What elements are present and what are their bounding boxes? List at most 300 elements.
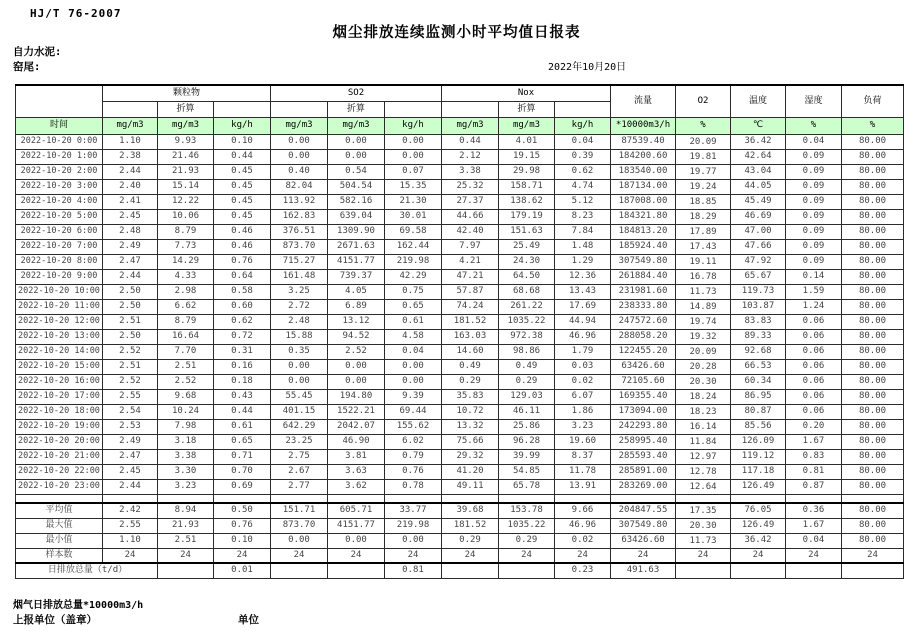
summary-value-cell: 39.68	[442, 503, 499, 518]
data-cell: 80.87	[731, 404, 786, 419]
data-cell: 92.68	[731, 344, 786, 359]
hour-row	[16, 344, 904, 359]
data-cell: 8.37	[555, 449, 611, 464]
data-cell: 17.89	[676, 224, 731, 239]
summary-value-cell: 2.55	[103, 518, 158, 533]
blank-cell	[731, 494, 786, 503]
summary-value-cell: 0.00	[385, 533, 442, 548]
blank-cell	[271, 101, 328, 117]
data-cell: 80.00	[842, 269, 904, 284]
time-cell: 2022-10-20 4:00	[16, 194, 103, 209]
data-cell: 0.49	[499, 359, 555, 374]
data-cell: 0.79	[385, 449, 442, 464]
data-cell: 80.00	[842, 209, 904, 224]
data-cell: 401.15	[271, 404, 328, 419]
data-cell: 86.95	[731, 389, 786, 404]
data-cell: 184813.20	[611, 224, 676, 239]
data-cell: 96.28	[499, 434, 555, 449]
data-cell: 46.11	[499, 404, 555, 419]
temp-unit: ℃	[731, 117, 786, 134]
daily-flue-total-note: 烟气日排放总量*10000m3/h	[13, 600, 144, 611]
summary-value-cell: 80.00	[842, 533, 904, 548]
data-cell: 7.84	[555, 224, 611, 239]
blank-cell	[499, 494, 555, 503]
blank-cell	[442, 101, 499, 117]
data-cell: 72105.60	[611, 374, 676, 389]
data-cell: 183540.00	[611, 164, 676, 179]
data-cell: 0.10	[214, 134, 271, 149]
data-cell: 80.00	[842, 434, 904, 449]
data-cell: 19.32	[676, 329, 731, 344]
data-cell: 0.09	[786, 239, 842, 254]
standard-number: HJ/T 76-2007	[30, 7, 122, 20]
data-cell: 283269.00	[611, 479, 676, 494]
data-cell: 2.47	[103, 254, 158, 269]
summary-value-cell: 605.71	[328, 503, 385, 518]
data-cell: 0.00	[271, 359, 328, 374]
blank-cell	[385, 101, 442, 117]
hour-row	[16, 194, 904, 209]
time-cell: 2022-10-20 7:00	[16, 239, 103, 254]
summary-value-cell: 1035.22	[499, 518, 555, 533]
data-cell: 10.06	[158, 209, 214, 224]
summary-value-cell: 0.04	[786, 533, 842, 548]
blank-cell	[103, 101, 158, 117]
data-cell: 0.61	[214, 419, 271, 434]
summary-value-cell: 219.98	[385, 518, 442, 533]
data-cell: 4.01	[499, 134, 555, 149]
daily-total-cell	[731, 563, 786, 578]
data-cell: 19.81	[676, 149, 731, 164]
time-cell: 2022-10-20 17:00	[16, 389, 103, 404]
data-cell: 36.42	[731, 134, 786, 149]
data-cell: 80.00	[842, 284, 904, 299]
data-cell: 0.06	[786, 314, 842, 329]
data-cell: 1.86	[555, 404, 611, 419]
data-cell: 3.38	[442, 164, 499, 179]
so2-group-header: SO2	[271, 85, 442, 101]
data-cell: 6.02	[385, 434, 442, 449]
blank-cell	[442, 494, 499, 503]
data-cell: 0.71	[214, 449, 271, 464]
data-cell: 7.98	[158, 419, 214, 434]
data-cell: 2.77	[271, 479, 328, 494]
data-cell: 80.00	[842, 374, 904, 389]
data-cell: 54.85	[499, 464, 555, 479]
daily-total-cell	[271, 563, 328, 578]
data-cell: 5.12	[555, 194, 611, 209]
summary-value-cell: 0.36	[786, 503, 842, 518]
data-cell: 18.23	[676, 404, 731, 419]
data-cell: 2.45	[103, 464, 158, 479]
data-cell: 9.93	[158, 134, 214, 149]
summary-value-cell: 204847.55	[611, 503, 676, 518]
data-cell: 1.10	[103, 134, 158, 149]
summary-label-cell: 平均值	[16, 503, 103, 518]
data-cell: 0.09	[786, 224, 842, 239]
reporting-unit-label: 上报单位（盖章）	[13, 614, 97, 626]
hour-row	[16, 434, 904, 449]
summary-value-cell: 0.29	[499, 533, 555, 548]
data-cell: 2.49	[103, 434, 158, 449]
summary-value-cell: 1.67	[786, 518, 842, 533]
data-cell: 2.67	[271, 464, 328, 479]
data-cell: 47.92	[731, 254, 786, 269]
data-cell: 7.70	[158, 344, 214, 359]
time-cell: 2022-10-20 6:00	[16, 224, 103, 239]
data-cell: 179.19	[499, 209, 555, 224]
data-cell: 0.00	[385, 134, 442, 149]
time-cell: 2022-10-20 14:00	[16, 344, 103, 359]
pm-kgh-unit: kg/h	[214, 117, 271, 134]
data-cell: 1309.90	[328, 224, 385, 239]
data-cell: 68.68	[499, 284, 555, 299]
data-cell: 126.09	[731, 434, 786, 449]
data-cell: 2.98	[158, 284, 214, 299]
data-cell: 57.87	[442, 284, 499, 299]
header-group-row	[16, 85, 904, 101]
blank-cell	[611, 494, 676, 503]
data-cell: 42.64	[731, 149, 786, 164]
time-cell: 2022-10-20 21:00	[16, 449, 103, 464]
converted-header: 折算	[328, 101, 385, 117]
data-cell: 20.09	[676, 344, 731, 359]
header-units-row	[16, 117, 904, 134]
data-cell: 65.78	[499, 479, 555, 494]
data-cell: 74.24	[442, 299, 499, 314]
summary-value-cell: 181.52	[442, 518, 499, 533]
data-cell: 98.86	[499, 344, 555, 359]
o2-unit: %	[676, 117, 731, 134]
data-cell: 7.73	[158, 239, 214, 254]
data-cell: 161.48	[271, 269, 328, 284]
data-cell: 0.62	[214, 314, 271, 329]
hour-row	[16, 479, 904, 494]
data-cell: 0.81	[786, 464, 842, 479]
data-cell: 21.46	[158, 149, 214, 164]
data-cell: 75.66	[442, 434, 499, 449]
data-cell: 11.78	[555, 464, 611, 479]
data-cell: 3.23	[555, 419, 611, 434]
data-cell: 16.64	[158, 329, 214, 344]
data-cell: 0.00	[328, 149, 385, 164]
data-cell: 2.52	[328, 344, 385, 359]
data-cell: 80.00	[842, 179, 904, 194]
data-cell: 0.00	[385, 359, 442, 374]
data-cell: 16.78	[676, 269, 731, 284]
data-cell: 2.51	[103, 314, 158, 329]
data-cell: 15.88	[271, 329, 328, 344]
data-cell: 9.39	[385, 389, 442, 404]
summary-value-cell: 80.00	[842, 518, 904, 533]
blank-cell	[842, 494, 904, 503]
data-cell: 66.53	[731, 359, 786, 374]
data-cell: 3.18	[158, 434, 214, 449]
data-cell: 44.94	[555, 314, 611, 329]
data-cell: 285891.00	[611, 464, 676, 479]
data-cell: 55.45	[271, 389, 328, 404]
summary-value-cell: 0.50	[214, 503, 271, 518]
data-cell: 247572.60	[611, 314, 676, 329]
data-cell: 80.00	[842, 464, 904, 479]
summary-value-cell: 24	[271, 548, 328, 563]
data-cell: 1.59	[786, 284, 842, 299]
blank-cell	[158, 494, 214, 503]
hour-row	[16, 419, 904, 434]
data-cell: 69.58	[385, 224, 442, 239]
summary-value-cell: 0.76	[214, 518, 271, 533]
data-cell: 18.24	[676, 389, 731, 404]
data-cell: 2.12	[442, 149, 499, 164]
data-cell: 46.90	[328, 434, 385, 449]
summary-value-cell: 24	[103, 548, 158, 563]
unit-label: 单位	[238, 614, 259, 626]
data-cell: 11.84	[676, 434, 731, 449]
daily-total-cell	[442, 563, 499, 578]
summary-value-cell: 21.93	[158, 518, 214, 533]
data-cell: 23.25	[271, 434, 328, 449]
data-cell: 0.44	[214, 149, 271, 164]
data-cell: 20.28	[676, 359, 731, 374]
data-cell: 1522.21	[328, 404, 385, 419]
summary-row	[16, 503, 904, 518]
summary-value-cell: 4151.77	[328, 518, 385, 533]
data-cell: 0.00	[271, 149, 328, 164]
data-cell: 9.68	[158, 389, 214, 404]
data-cell: 0.04	[786, 134, 842, 149]
data-cell: 8.23	[555, 209, 611, 224]
data-cell: 3.25	[271, 284, 328, 299]
load-header: 负荷	[842, 85, 904, 117]
data-cell: 6.62	[158, 299, 214, 314]
data-cell: 3.30	[158, 464, 214, 479]
data-cell: 0.06	[786, 374, 842, 389]
data-cell: 0.39	[555, 149, 611, 164]
data-cell: 21.93	[158, 164, 214, 179]
data-cell: 0.16	[214, 359, 271, 374]
summary-value-cell: 24	[499, 548, 555, 563]
daily-total-cell: 0.81	[385, 563, 442, 578]
data-cell: 184200.60	[611, 149, 676, 164]
temp-header: 温度	[731, 85, 786, 117]
data-cell: 44.05	[731, 179, 786, 194]
data-cell: 0.20	[786, 419, 842, 434]
data-cell: 151.63	[499, 224, 555, 239]
data-cell: 2.47	[103, 449, 158, 464]
data-cell: 258995.40	[611, 434, 676, 449]
page-title: 烟尘排放连续监测小时平均值日报表	[332, 25, 581, 41]
daily-total-cell: 0.01	[214, 563, 271, 578]
daily-total-cell	[676, 563, 731, 578]
summary-value-cell: 46.96	[555, 518, 611, 533]
data-cell: 19.24	[676, 179, 731, 194]
data-cell: 162.83	[271, 209, 328, 224]
data-cell: 0.40	[271, 164, 328, 179]
daily-total-row	[16, 563, 904, 578]
data-cell: 44.66	[442, 209, 499, 224]
data-cell: 19.15	[499, 149, 555, 164]
data-cell: 64.50	[499, 269, 555, 284]
data-cell: 39.99	[499, 449, 555, 464]
data-cell: 80.00	[842, 329, 904, 344]
data-cell: 0.04	[555, 134, 611, 149]
data-cell: 80.00	[842, 224, 904, 239]
data-cell: 376.51	[271, 224, 328, 239]
data-cell: 12.64	[676, 479, 731, 494]
time-cell: 2022-10-20 5:00	[16, 209, 103, 224]
nox-converted-unit: mg/m3	[499, 117, 555, 134]
blank-cell	[555, 101, 611, 117]
summary-value-cell: 24	[555, 548, 611, 563]
data-cell: 0.09	[786, 194, 842, 209]
summary-label-cell: 最小值	[16, 533, 103, 548]
daily-total-cell	[328, 563, 385, 578]
data-cell: 0.31	[214, 344, 271, 359]
data-cell: 122455.20	[611, 344, 676, 359]
summary-label-cell: 最大值	[16, 518, 103, 533]
time-cell: 2022-10-20 8:00	[16, 254, 103, 269]
data-cell: 0.04	[385, 344, 442, 359]
data-cell: 2.38	[103, 149, 158, 164]
data-cell: 2.45	[103, 209, 158, 224]
data-cell: 2.40	[103, 179, 158, 194]
data-cell: 17.43	[676, 239, 731, 254]
hour-row	[16, 224, 904, 239]
data-cell: 14.89	[676, 299, 731, 314]
data-cell: 0.00	[271, 134, 328, 149]
data-cell: 242293.80	[611, 419, 676, 434]
data-cell: 2042.07	[328, 419, 385, 434]
data-cell: 0.18	[214, 374, 271, 389]
data-cell: 117.18	[731, 464, 786, 479]
data-cell: 0.00	[328, 134, 385, 149]
data-cell: 42.40	[442, 224, 499, 239]
data-cell: 129.03	[499, 389, 555, 404]
data-cell: 1.67	[786, 434, 842, 449]
data-cell: 30.01	[385, 209, 442, 224]
data-cell: 80.00	[842, 299, 904, 314]
data-cell: 238333.80	[611, 299, 676, 314]
time-cell: 2022-10-20 0:00	[16, 134, 103, 149]
data-cell: 2.49	[103, 239, 158, 254]
data-cell: 0.49	[442, 359, 499, 374]
data-cell: 126.49	[731, 479, 786, 494]
data-cell: 80.00	[842, 404, 904, 419]
data-table	[15, 84, 904, 579]
data-cell: 2.52	[103, 374, 158, 389]
time-cell: 2022-10-20 18:00	[16, 404, 103, 419]
blank-cell	[676, 494, 731, 503]
data-cell: 8.79	[158, 224, 214, 239]
data-cell: 87539.40	[611, 134, 676, 149]
data-cell: 0.09	[786, 164, 842, 179]
summary-value-cell: 1.10	[103, 533, 158, 548]
data-cell: 13.32	[442, 419, 499, 434]
summary-value-cell: 24	[786, 548, 842, 563]
summary-value-cell: 11.73	[676, 533, 731, 548]
hour-row	[16, 404, 904, 419]
data-cell: 0.03	[555, 359, 611, 374]
data-cell: 80.00	[842, 419, 904, 434]
data-cell: 1.48	[555, 239, 611, 254]
data-cell: 0.78	[385, 479, 442, 494]
data-cell: 162.44	[385, 239, 442, 254]
data-cell: 0.46	[214, 239, 271, 254]
time-cell: 2022-10-20 9:00	[16, 269, 103, 284]
data-cell: 4151.77	[328, 254, 385, 269]
data-cell: 19.11	[676, 254, 731, 269]
summary-value-cell: 0.10	[214, 533, 271, 548]
data-cell: 715.27	[271, 254, 328, 269]
data-cell: 0.65	[385, 299, 442, 314]
data-cell: 739.37	[328, 269, 385, 284]
data-cell: 17.69	[555, 299, 611, 314]
data-cell: 80.00	[842, 449, 904, 464]
summary-value-cell: 873.70	[271, 518, 328, 533]
data-cell: 19.77	[676, 164, 731, 179]
data-cell: 0.44	[214, 404, 271, 419]
converted-header: 折算	[158, 101, 214, 117]
data-cell: 0.00	[328, 374, 385, 389]
data-cell: 2.50	[103, 284, 158, 299]
hour-row	[16, 269, 904, 284]
hour-row	[16, 149, 904, 164]
data-cell: 873.70	[271, 239, 328, 254]
summary-label-cell: 样本数	[16, 548, 103, 563]
data-cell: 80.00	[842, 479, 904, 494]
data-cell: 119.73	[731, 284, 786, 299]
daily-total-cell: 491.63	[611, 563, 676, 578]
data-cell: 29.98	[499, 164, 555, 179]
blank-cell	[214, 494, 271, 503]
data-cell: 47.21	[442, 269, 499, 284]
data-cell: 4.05	[328, 284, 385, 299]
data-cell: 94.52	[328, 329, 385, 344]
data-cell: 0.06	[786, 344, 842, 359]
data-cell: 2.51	[158, 359, 214, 374]
data-cell: 1.24	[786, 299, 842, 314]
data-cell: 4.58	[385, 329, 442, 344]
data-cell: 47.66	[731, 239, 786, 254]
data-cell: 82.04	[271, 179, 328, 194]
data-cell: 13.43	[555, 284, 611, 299]
time-cell: 2022-10-20 11:00	[16, 299, 103, 314]
data-cell: 42.29	[385, 269, 442, 284]
data-cell: 181.52	[442, 314, 499, 329]
data-cell: 24.30	[499, 254, 555, 269]
data-cell: 13.91	[555, 479, 611, 494]
spacer-row	[16, 494, 904, 503]
data-cell: 19.74	[676, 314, 731, 329]
summary-row	[16, 548, 904, 563]
data-cell: 288058.20	[611, 329, 676, 344]
time-cell: 2022-10-20 15:00	[16, 359, 103, 374]
data-cell: 1035.22	[499, 314, 555, 329]
humidity-unit: %	[786, 117, 842, 134]
data-cell: 642.29	[271, 419, 328, 434]
pm-group-header: 颗粒物	[103, 85, 271, 101]
data-cell: 0.58	[214, 284, 271, 299]
data-cell: 12.36	[555, 269, 611, 284]
hour-row	[16, 284, 904, 299]
summary-row	[16, 533, 904, 548]
data-cell: 2.53	[103, 419, 158, 434]
data-cell: 80.00	[842, 134, 904, 149]
so2-kgh-unit: kg/h	[385, 117, 442, 134]
summary-value-cell: 9.66	[555, 503, 611, 518]
hour-row	[16, 209, 904, 224]
data-cell: 80.00	[842, 389, 904, 404]
